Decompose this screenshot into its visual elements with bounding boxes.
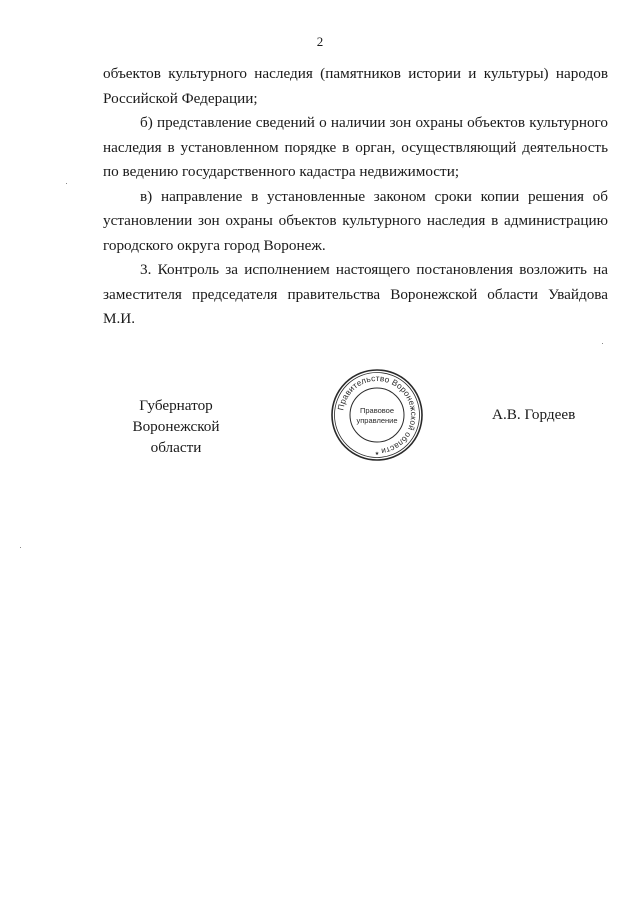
- seal-inner-ring: [350, 388, 404, 442]
- seal-outer-text-path: Правительство Воронежской области: [335, 372, 420, 457]
- signer-name: А.В. Гордеев: [492, 406, 576, 423]
- scan-speck: [20, 547, 21, 548]
- signature-block: [0, 395, 640, 455]
- paragraph-item-v: в) направление в установленные законом сроки копии решения об установлении зон охраны объектов культурного наследия в администрацию городского округа город Воронеж.: [103, 187, 608, 254]
- seal-inner-line1: Правовое: [359, 406, 395, 415]
- paragraph-item-b: б) представление сведений о наличии зон охраны объектов культурного наследия в установленном порядке в орган, осуществляющий деятельность по ведению государственного кадастра недвижимости;: [103, 114, 608, 180]
- document-body: [103, 62, 608, 332]
- signer-title: [106, 395, 246, 458]
- paragraph-control-clause: 3. Контроль за исполнением настоящего постановления возложить на заместителя председателя правительства Воронежской области Увайдова М.И.: [103, 261, 608, 327]
- signer-title-line1: Губернатор: [139, 397, 213, 414]
- seal-outer-ring: [332, 370, 422, 460]
- seal-ring-2: [335, 373, 420, 458]
- page-number: 2: [316, 34, 324, 49]
- scan-speck: [602, 343, 603, 344]
- seal-inner-line2: управление: [356, 416, 398, 425]
- scan-speck: [66, 183, 67, 184]
- signer-title-line2: Воронежской области: [132, 418, 220, 456]
- seal-star-icon: ★: [374, 451, 380, 457]
- official-seal-stamp: [329, 367, 425, 463]
- paragraph-continuation: объектов культурного наследия (памятников истории и культуры) народов Российской Федерации;: [103, 65, 608, 107]
